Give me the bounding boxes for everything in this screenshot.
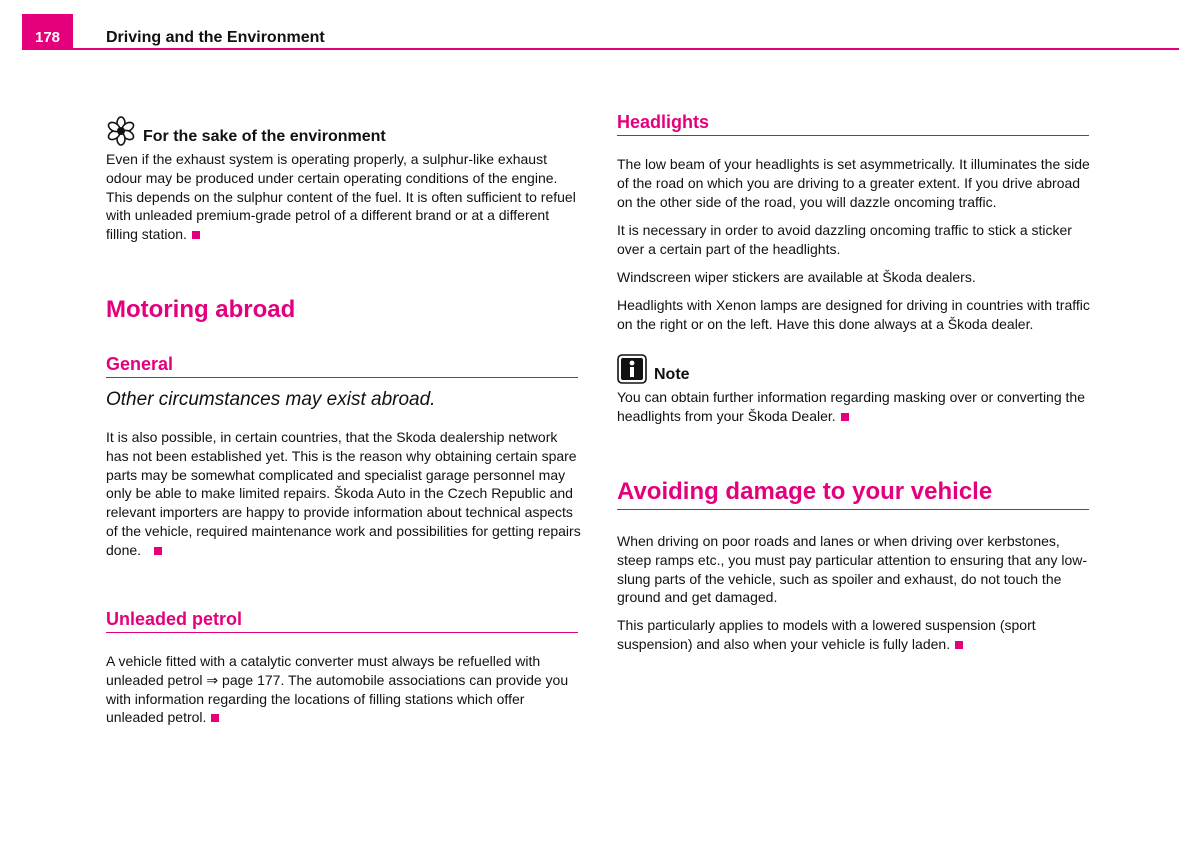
general-rule bbox=[106, 377, 578, 378]
avoiding-damage-rule bbox=[617, 509, 1089, 510]
general-lead: Other circumstances may exist abroad. bbox=[106, 389, 436, 410]
end-mark bbox=[955, 641, 963, 649]
headlights-p1: The low beam of your headlights is set asymmetrically. It illuminates the side of the road on which you are driving to a greater extent. If you drive abroad on the other side of the road, you will dazzle oncoming traffic. bbox=[617, 156, 1090, 210]
end-mark bbox=[211, 714, 219, 722]
unleaded-text: A vehicle fitted with a catalytic converter must always be refuelled with unleaded petrol ⇒ page 177. The automobile associations can provide you with information regarding the locations of filling stations which offer unleaded petrol. bbox=[106, 653, 569, 726]
environment-title: For the sake of the environment bbox=[143, 128, 386, 145]
unleaded-heading: Unleaded petrol bbox=[106, 609, 243, 629]
headlights-heading: Headlights bbox=[617, 112, 710, 132]
note-title: Note bbox=[654, 366, 690, 383]
headlights-p3: Windscreen wiper stickers are available at Škoda dealers. bbox=[617, 269, 976, 285]
motoring-abroad-heading: Motoring abroad bbox=[106, 296, 296, 323]
chapter-title: Driving and the Environment bbox=[106, 29, 325, 46]
environment-text: Even if the exhaust system is operating properly, a sulphur-like exhaust odour may be produced under certain operating conditions of the engine. This depends on the sulphur content of the fuel. It is often sufficient to refuel with unleaded premium-grade petrol of a different brand or at a different filling station. bbox=[106, 151, 576, 243]
general-heading: General bbox=[106, 354, 174, 374]
flower-icon bbox=[106, 116, 136, 146]
note-text: You can obtain further information regarding masking over or converting the headlights from your Škoda Dealer. bbox=[617, 389, 1085, 424]
info-icon bbox=[617, 354, 647, 384]
header-rule bbox=[22, 48, 1179, 50]
headlights-rule bbox=[617, 135, 1089, 136]
headlights-p4: Headlights with Xenon lamps are designed for driving in countries with traffic on the right or on the left. Have this done always at a Škoda dealer. bbox=[617, 297, 1090, 332]
end-mark bbox=[154, 547, 162, 555]
avoiding-damage-heading: Avoiding damage to your vehicle bbox=[617, 478, 993, 505]
general-text: It is also possible, in certain countries, that the Skoda dealership network has not been established yet. This is the reason why obtaining certain spare parts may be somewhat complicated and specialist garage personnel may only be able to make limited repairs. Škoda Auto in the Czech Republic and relevant importers are happy to provide information about technical aspects of the vehicle, required maintenance work and possibilities for getting repairs done. bbox=[106, 429, 581, 558]
cross-reference-arrow: ⇒ bbox=[206, 671, 219, 688]
page-number: 178 bbox=[22, 14, 73, 50]
end-mark bbox=[192, 231, 200, 239]
avoiding-p2: This particularly applies to models with a lowered suspension (sport suspension) and also when your vehicle is fully laden. bbox=[617, 617, 1036, 652]
end-mark bbox=[841, 413, 849, 421]
headlights-p2: It is necessary in order to avoid dazzling oncoming traffic to stick a sticker over a certain part of the headlights. bbox=[617, 222, 1072, 257]
unleaded-rule bbox=[106, 632, 578, 633]
avoiding-p1: When driving on poor roads and lanes or when driving over kerbstones, steep ramps etc., you must pay particular attention to ensuring that any low-slung parts of the vehicle, such as spoiler and exhaust, do not touch the ground and get damaged. bbox=[617, 533, 1088, 606]
